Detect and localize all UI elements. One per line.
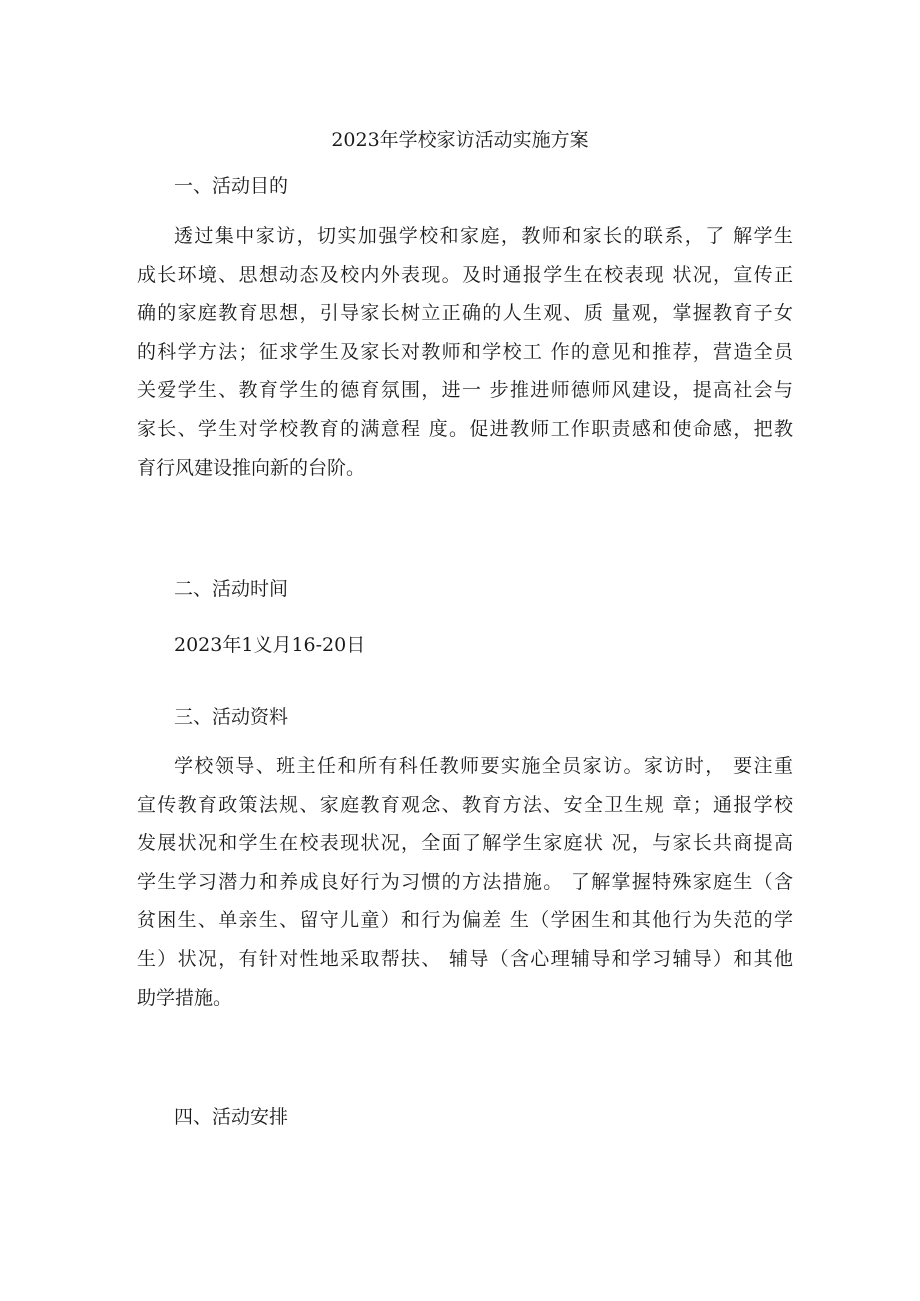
- paragraph-line: 关爱学生、教育学生的德育氛围，进一 步推进师德师风建设，提高社会与: [137, 379, 793, 402]
- paragraph-line: 的科学方法；征求学生及家长对教师和学校工 作的意见和推荐，营造全员: [137, 340, 793, 363]
- paragraph-line: 贫困生、单亲生、留守儿童）和行为偏差 生（学困生和其他行为失范的学: [137, 909, 793, 932]
- section-heading-purpose: 一、活动目的: [174, 175, 289, 197]
- paragraph-line: 育行风建设推向新的台阶。: [137, 456, 366, 479]
- paragraph-line: 生）状况，有针对性地采取帮扶、 辅导（含心理辅导和学习辅导）和其他: [137, 947, 793, 970]
- section-heading-materials: 三、活动资料: [174, 706, 289, 728]
- paragraph-line: 助学措施。: [137, 986, 233, 1009]
- section-paragraph-purpose: [137, 217, 793, 487]
- paragraph-line: 学校领导、班主任和所有科任教师要实施全员家访。家访时， 要注重: [174, 755, 793, 777]
- section-heading-time: 二、活动时间: [174, 578, 289, 600]
- paragraph-line: 成长环境、思想动态及校内外表现。及时通报学生在校表现 状况，宣传正: [137, 263, 793, 286]
- paragraph-line: 确的家庭教育思想，引导家长树立正确的人生观、质 量观，掌握教育子女: [137, 302, 793, 325]
- section-paragraph-materials: [137, 747, 793, 1017]
- document-title: 2023年学校家访活动实施方案: [331, 129, 589, 151]
- paragraph-line: 家长、学生对学校教育的满意程 度。促进教师工作职责感和使命感，把教: [137, 417, 793, 440]
- section-heading-arrangement: 四、活动安排: [174, 1106, 289, 1128]
- paragraph-line: 透过集中家访，切实加强学校和家庭，教师和家长的联系，了 解学生: [174, 225, 793, 247]
- activity-date: 2023年1义月16-20日: [174, 634, 366, 656]
- paragraph-line: 发展状况和学生在校表现状况，全面了解学生家庭状 况，与家长共商提高: [137, 832, 793, 855]
- paragraph-line: 学生学习潜力和养成良好行为习惯的方法措施。 了解掌握特殊家庭生（含: [137, 870, 793, 893]
- paragraph-line: 宣传教育政策法规、家庭教育观念、教育方法、安全卫生规 章；通报学校: [137, 793, 793, 816]
